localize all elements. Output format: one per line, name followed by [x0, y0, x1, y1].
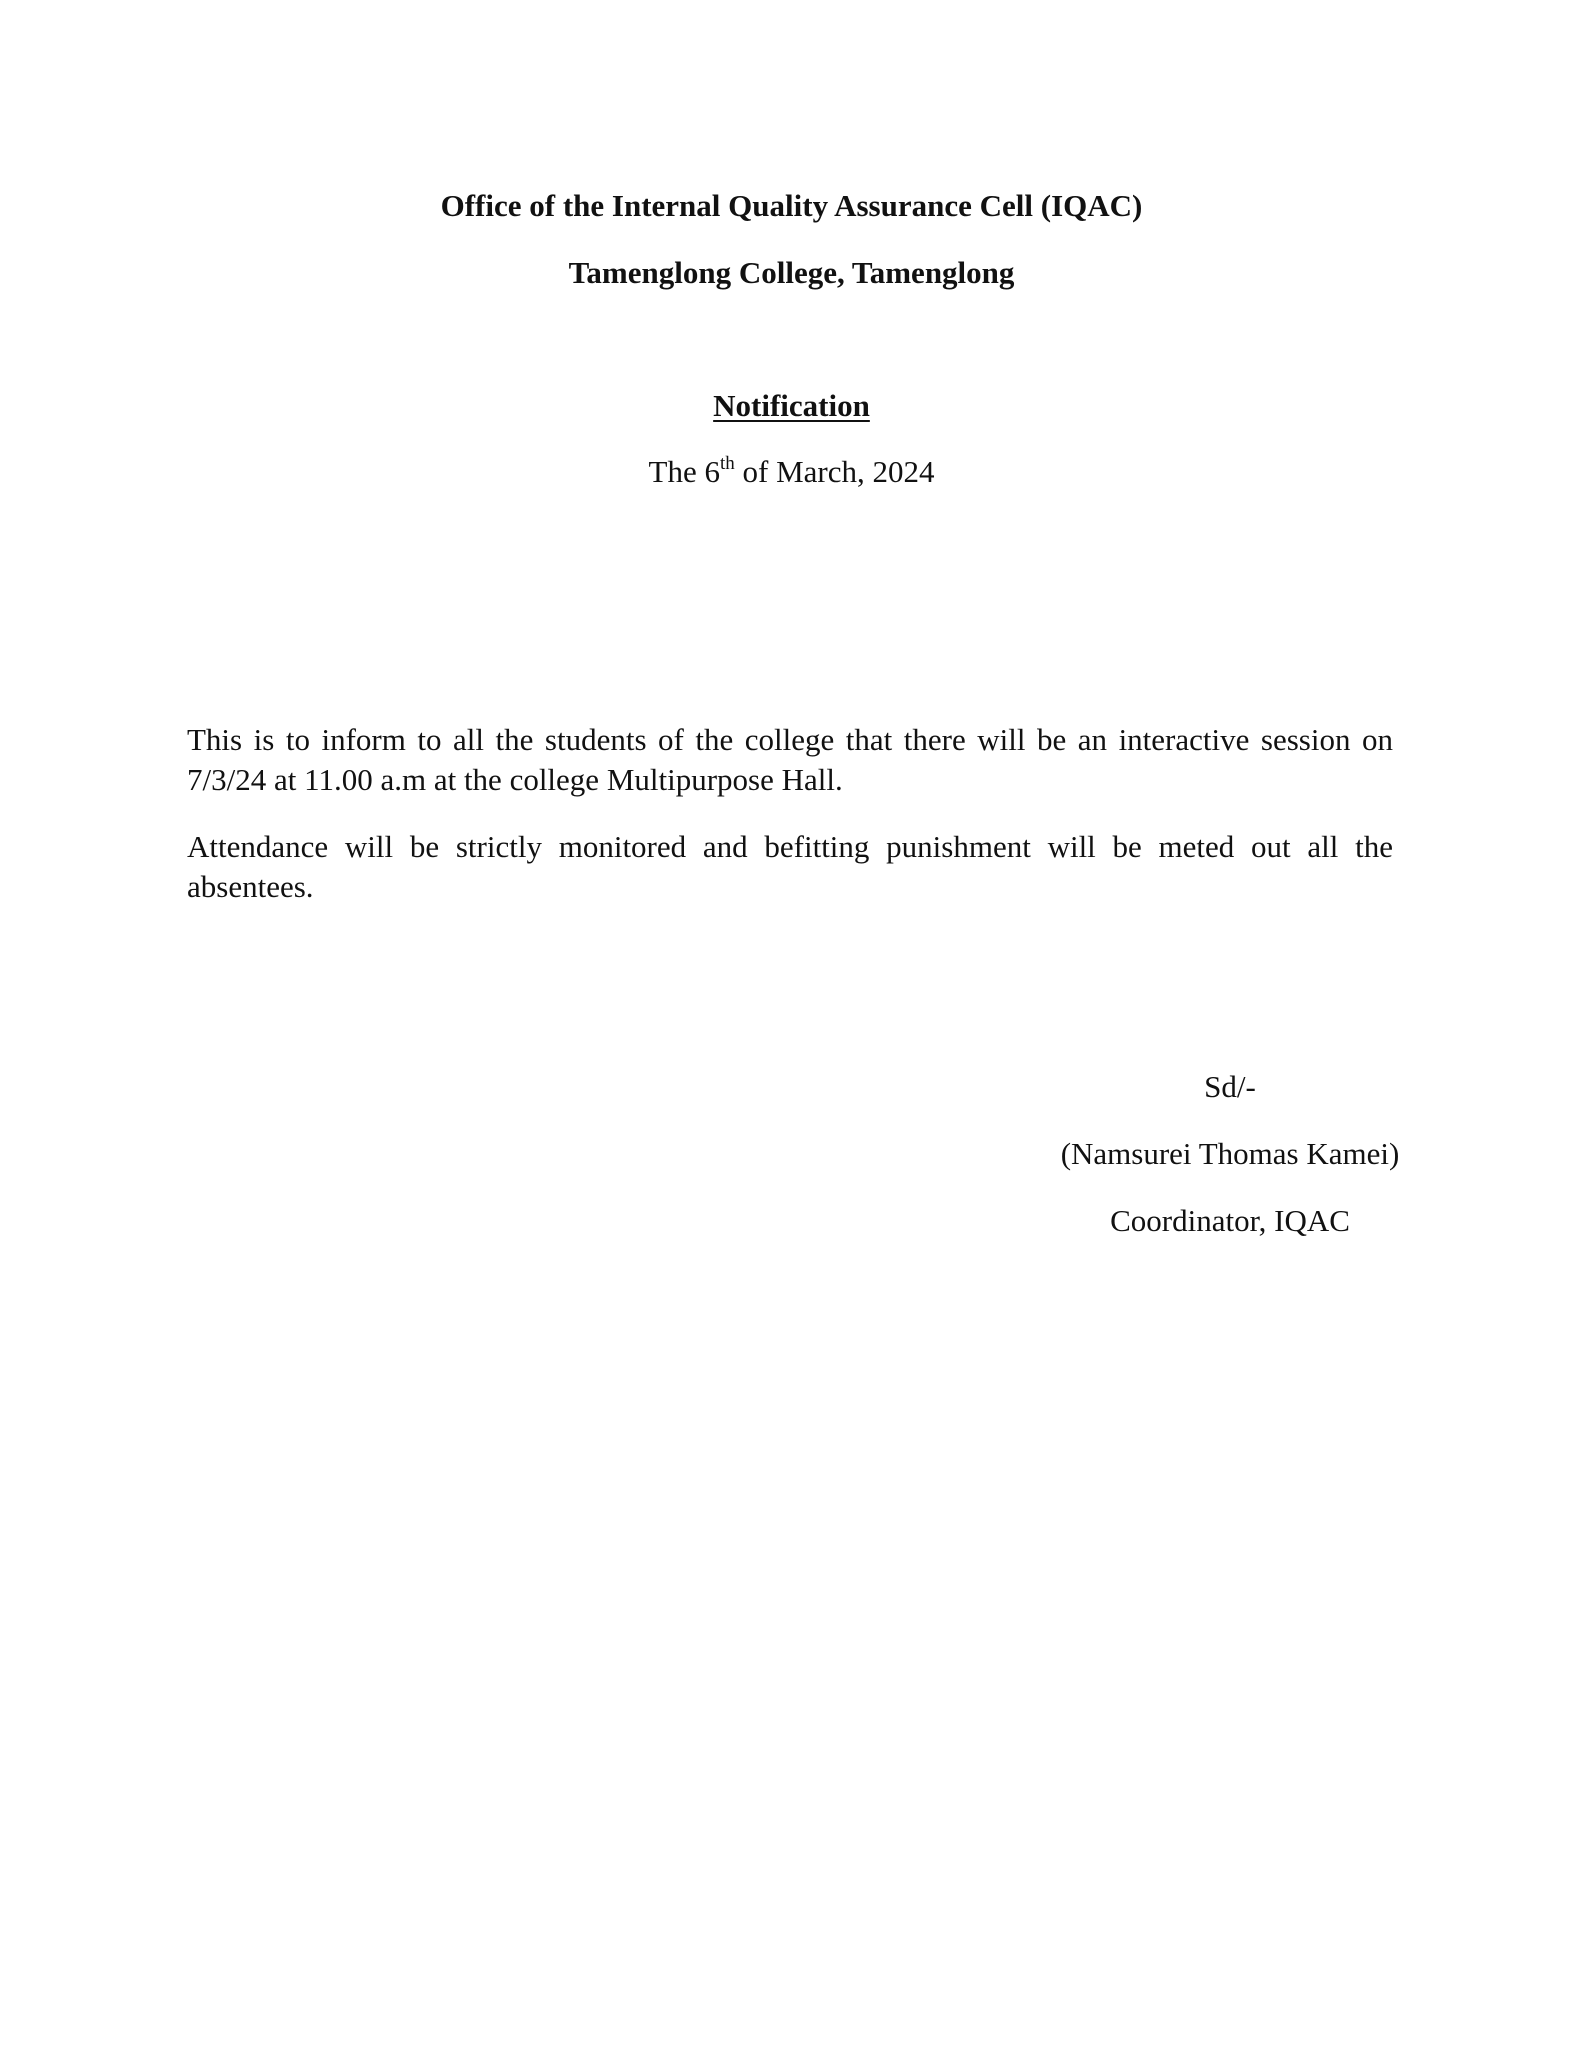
date-suffix: of March, 2024 [734, 454, 935, 489]
body-paragraph-1: This is to inform to all the students of the college that there will be an interactive session on 7/3/24 at 11.00 a.m at the college Multipurpose Hall. [187, 722, 1393, 797]
college-name: Tamenglong College, Tamenglong [568, 255, 1015, 290]
signature-sd: Sd/- [1204, 1069, 1256, 1104]
date-ordinal: th [719, 453, 735, 474]
signature-block [1020, 1067, 1440, 1268]
date-prefix: The 6 [648, 454, 720, 489]
office-title: Office of the Internal Quality Assurance Cell (IQAC) [440, 188, 1143, 223]
notice-date [0, 452, 1583, 492]
notification-title: Notification [713, 388, 870, 423]
signatory-name: (Namsurei Thomas Kamei) [1060, 1136, 1400, 1171]
body-paragraph-2: Attendance will be strictly monitored and befitting punishment will be meted out all the absentees. [187, 829, 1393, 904]
signatory-designation: Coordinator, IQAC [1110, 1203, 1350, 1238]
